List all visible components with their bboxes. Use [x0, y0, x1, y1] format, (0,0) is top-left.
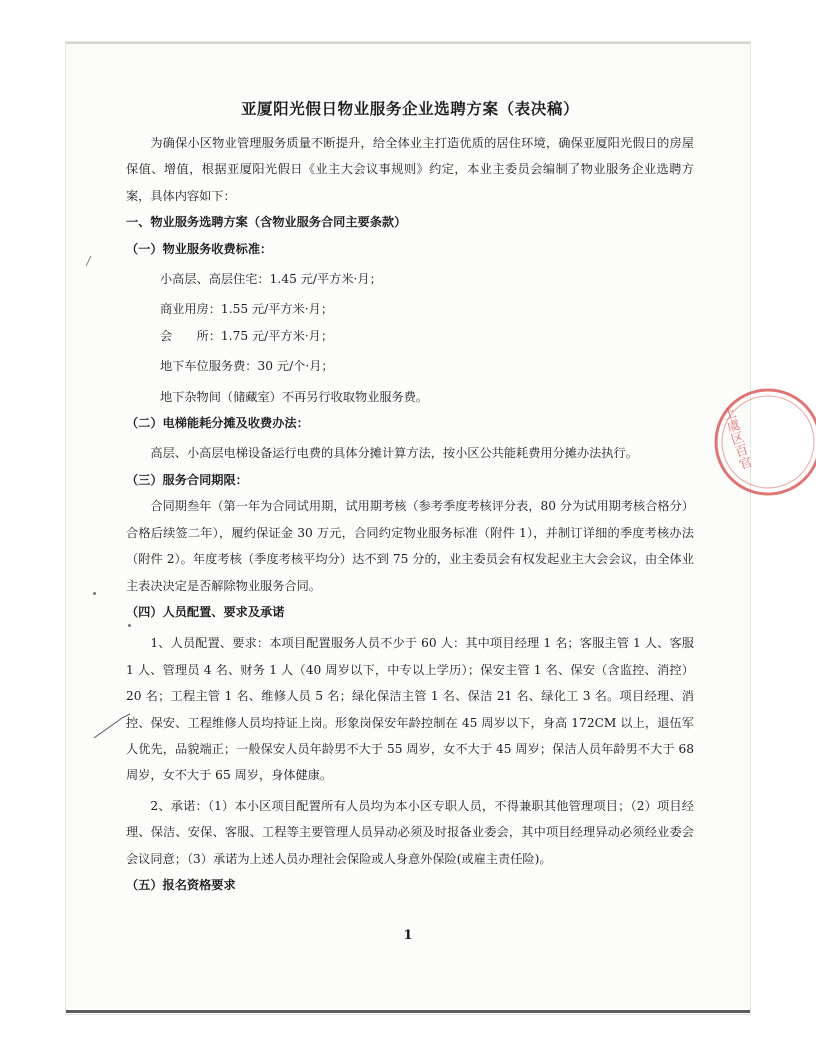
staffing-paragraph: 1、人员配置、要求：本项目配置服务人员不少于 60 人：其中项目经理 1 名；客服主管 1 人、客服 1 人、管理员 4 名、财务 1 人（40 周岁以下，中专以上学历）；保安主管 1 名、保安（含监控、消控）20 名；工程主管 1 名、维修人员 5 名；绿化保洁主管 1 名、保洁 21 名、绿化工 3 名。项目经理、消控、保安、工程维修人员均持证上岗。形象岗保安年龄控制在 45 周岁以下，身高 172CM 以上，退伍军人优先，品貌端正；一般保安人员年龄男不大于 55 周岁，女不大于 45 周岁；保洁人员年龄男不大于 68 周岁，女不大于 65 周岁，身体健康。 [126, 636, 694, 783]
seal-ring-icon [704, 368, 816, 518]
red-seal-stamp [704, 368, 816, 518]
intro-paragraph: 为确保小区物业管理服务质量不断提升，给全体业主打造优质的居住环境，确保亚厦阳光假日的房屋保值、增值，根据亚厦阳光假日《业主大会议事规则》约定，本业主委员会编制了物业服务企业选聘方案，具体内容如下： [126, 136, 694, 203]
seal-text: 上虞区百官 [718, 405, 753, 472]
scan-top-edge [66, 42, 750, 44]
pen-mark-icon [92, 700, 132, 740]
scan-bottom-edge [66, 1010, 750, 1013]
document-title: 亚厦阳光假日物业服务企业选聘方案（表决稿） [240, 99, 580, 118]
subsection-2-text: 高层、小高层电梯设备运行电费的具体分摊计算方法，按小区公共能耗费用分摊办法执行。 [150, 446, 638, 461]
fee-item: 地下车位服务费：30 元/个·月； [160, 359, 334, 374]
fee-item: 会 所：1.75 元/平方米·月； [160, 328, 334, 343]
subsection-4-heading: （四）人员配置、要求及承诺 [126, 604, 285, 619]
subsection-1-heading: （一）物业服务收费标准： [126, 241, 273, 256]
fee-item: 商业用房：1.55 元/平方米·月； [160, 302, 334, 317]
section-1-heading: 一、物业服务选聘方案（含物业服务合同主要条款） [126, 215, 407, 230]
fee-item: 小高层、高层住宅：1.45 元/平方米·月； [160, 272, 382, 287]
subsection-3-text: 合同期叁年（第一年为合同试用期，试用期考核（参考季度考核评分表，80 分为试用期考核合格分）合格后续签二年），履约保证金 30 万元，合同约定物业服务标准（附件 1），并制订详细的季度考核办法（附件 2）。年度考核（季度考核平均分）达不到 75 分的，业主委员会有权发起业主大会会议，由全体业主表决决定是否解除物业服务合同。 [126, 499, 694, 593]
subsection-2-heading: （二）电梯能耗分摊及收费办法： [126, 416, 309, 431]
margin-dot-icon [93, 592, 96, 595]
subsection-3-heading: （三）服务合同期限： [126, 472, 248, 487]
page-number: 1 [403, 928, 413, 943]
fee-item: 地下杂物间（储藏室）不再另行收取物业服务费。 [160, 389, 429, 404]
subsection-5-heading: （五）报名资格要求 [126, 877, 236, 892]
commitment-paragraph: 2、承诺：（1）本小区项目配置所有人员均为本小区专职人员，不得兼职其他管理项目；（2）项目经理、保洁、安保、客服、工程等主要管理人员异动必须及时报备业委会，其中项目经理异动必须经业委会会议同意；（3）承诺为上述人员办理社会保险或人身意外保险(或雇主责任险)。 [126, 798, 694, 866]
margin-dot-icon [128, 624, 131, 627]
document-body [126, 96, 694, 898]
